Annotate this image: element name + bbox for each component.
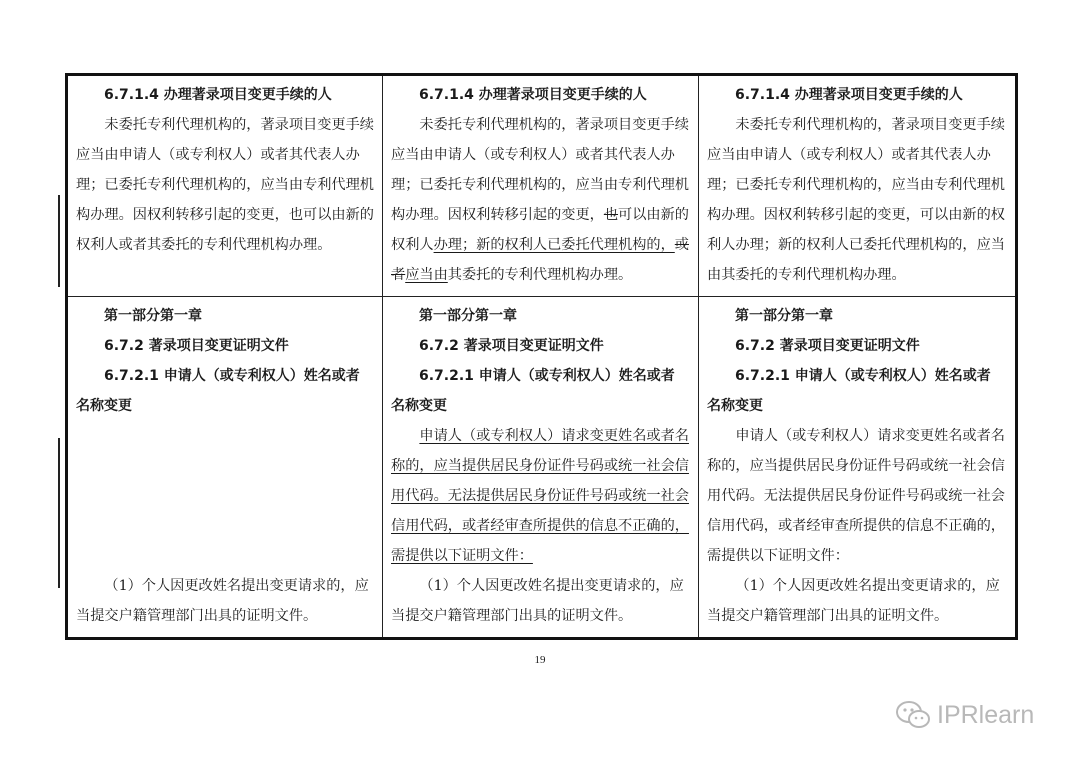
comparison-table xyxy=(65,73,1018,640)
page-number: 19 xyxy=(534,654,546,666)
section-heading: 6.7.1.4 办理著录项目变更手续的人 xyxy=(419,87,647,103)
subsection-heading: 6.7.2.1 申请人（或专利权人）姓名或者 xyxy=(735,368,991,384)
table-row xyxy=(67,75,1017,297)
section-heading: 6.7.1.4 办理著录项目变更手续的人 xyxy=(104,87,332,103)
text-unchanged: 可以由新的权利人 xyxy=(391,207,689,253)
table-cell-tracked-changes xyxy=(383,75,699,297)
revision-bar-bottom xyxy=(58,438,60,588)
text-inserted: 应当由 xyxy=(405,267,448,283)
text-inserted: 申请人（或专利权人）请求变更姓名或者名称的，应当提供居民身份证件号码或统一社会信用代码。无法提供居民身份证件号码或统一社会信用代码，或者经审查所提供的信息不正确的，需提供以下证明文件： xyxy=(391,428,689,564)
body-paragraph: 未委托专利代理机构的，著录项目变更手续应当由申请人（或专利权人）或者其代表人办理；已委托专利代理机构的，应当由专利代理机构办理。因权利转移引起的变更，也可以由新的权利人或者其委托的专利代理机构办理。 xyxy=(76,117,374,253)
table-cell-original xyxy=(67,75,383,297)
text-inserted: 办理；新的权利人已委托代理机构的， xyxy=(433,237,675,253)
table-cell-revised xyxy=(699,75,1017,297)
section-heading: 6.7.1.4 办理著录项目变更手续的人 xyxy=(735,87,963,103)
subsection-heading-cont: 名称变更 xyxy=(391,398,447,414)
watermark-text: IPRlearn xyxy=(937,700,1035,729)
part-heading: 第一部分第一章 xyxy=(104,308,202,324)
section-heading: 6.7.2 著录项目变更证明文件 xyxy=(419,338,604,354)
list-item: （1）个人因更改姓名提出变更请求的，应当提交户籍管理部门出具的证明文件。 xyxy=(76,578,369,624)
text-unchanged: 其委托的专利代理机构办理。 xyxy=(447,267,633,283)
body-paragraph: 申请人（或专利权人）请求变更姓名或者名称的，应当提供居民身份证件号码或统一社会信用代码。无法提供居民身份证件号码或统一社会信用代码，或者经审查所提供的信息不正确的，需提供以下证明文件： xyxy=(707,428,1005,564)
text-deleted: 或者 xyxy=(391,237,689,283)
text-unchanged: 未委托专利代理机构的，著录项目变更手续应当由申请人（或专利权人）或者其代表人办理；已委托专利代理机构的，应当由专利代理机构办理。因权利转移引起的变更， xyxy=(391,117,689,223)
part-heading: 第一部分第一章 xyxy=(419,308,517,324)
table-cell-original xyxy=(67,297,383,639)
subsection-heading: 6.7.2.1 申请人（或专利权人）姓名或者 xyxy=(419,368,675,384)
blank-space xyxy=(76,421,374,571)
body-paragraph-tracked xyxy=(391,110,690,290)
table-cell-tracked-changes xyxy=(383,297,699,639)
wechat-icon xyxy=(895,700,931,730)
watermark xyxy=(895,700,1034,730)
body-paragraph: 未委托专利代理机构的，著录项目变更手续应当由申请人（或专利权人）或者其代表人办理；已委托专利代理机构的，应当由专利代理机构办理。因权利转移引起的变更，可以由新的权利人办理；新的权利人已委托代理机构的，应当由其委托的专利代理机构办理。 xyxy=(707,117,1005,283)
table-row xyxy=(67,297,1017,639)
list-item: （1）个人因更改姓名提出变更请求的，应当提交户籍管理部门出具的证明文件。 xyxy=(707,578,1000,624)
list-item: （1）个人因更改姓名提出变更请求的，应当提交户籍管理部门出具的证明文件。 xyxy=(391,578,684,624)
part-heading: 第一部分第一章 xyxy=(735,308,833,324)
revision-bar-top xyxy=(58,195,60,287)
section-heading: 6.7.2 著录项目变更证明文件 xyxy=(104,338,289,354)
text-deleted: 也 xyxy=(603,207,619,223)
subsection-heading: 6.7.2.1 申请人（或专利权人）姓名或者 xyxy=(104,368,360,384)
section-heading: 6.7.2 著录项目变更证明文件 xyxy=(735,338,920,354)
table-cell-revised xyxy=(699,297,1017,639)
subsection-heading-cont: 名称变更 xyxy=(76,398,132,414)
subsection-heading-cont: 名称变更 xyxy=(707,398,763,414)
